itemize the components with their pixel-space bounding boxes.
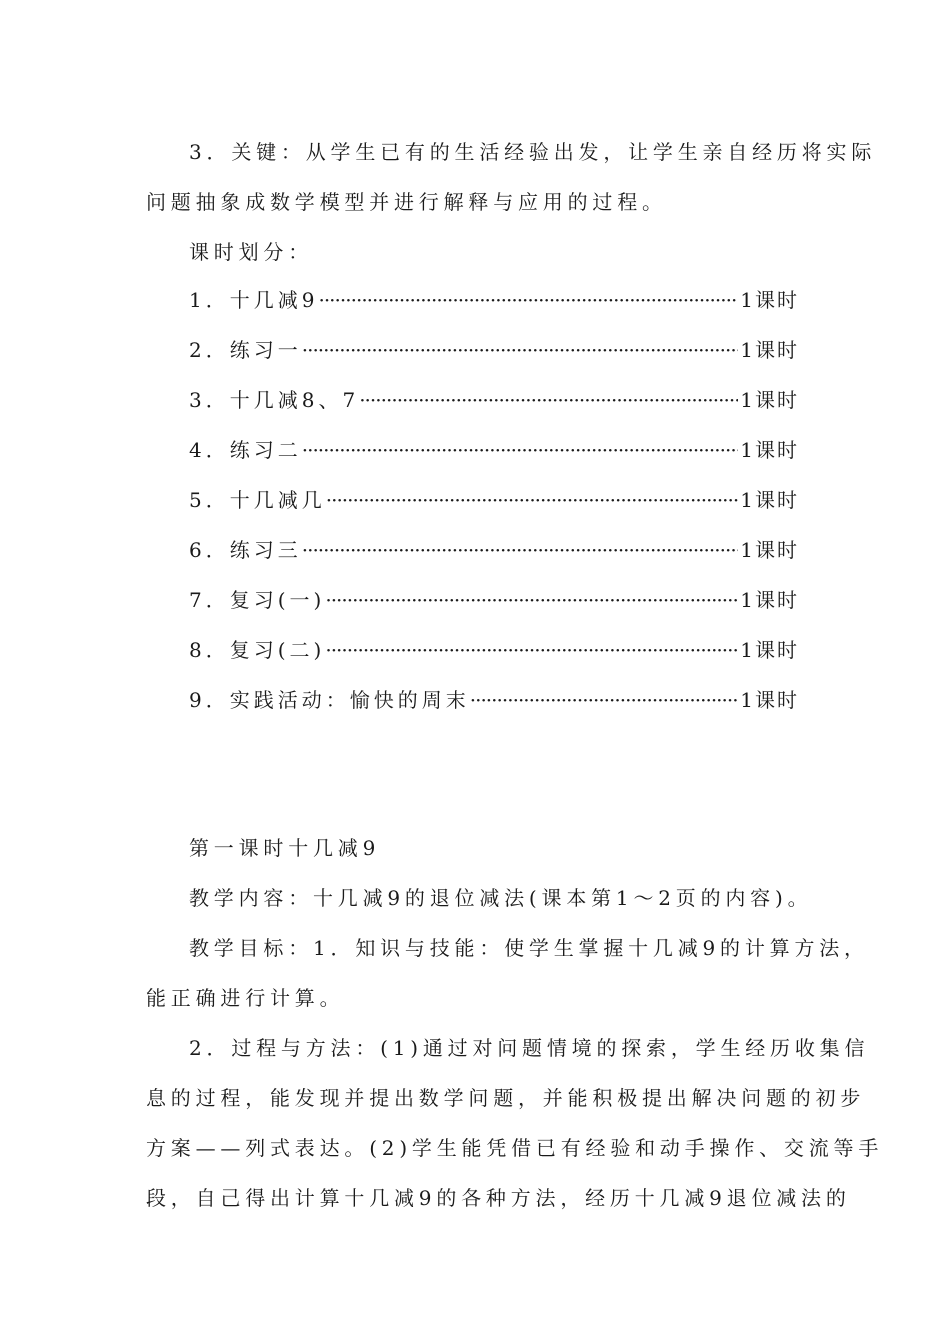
toc-entry bbox=[189, 685, 799, 715]
toc-leader-dots bbox=[302, 335, 739, 365]
toc-duration: 1课时 bbox=[740, 588, 799, 612]
toc-number: 2． bbox=[189, 338, 230, 362]
lesson-goal-line-2: 能正确进行计算。 bbox=[146, 986, 345, 1010]
toc-leader-dots bbox=[326, 485, 739, 515]
toc-entry bbox=[189, 435, 799, 465]
toc-title: 练习二 bbox=[229, 438, 302, 462]
toc-title: 十几减几 bbox=[229, 488, 326, 512]
toc-title: 实践活动：愉快的周末 bbox=[229, 688, 470, 712]
toc-leader-dots bbox=[318, 285, 738, 315]
toc-leader-dots bbox=[302, 535, 739, 565]
key-point-line-2: 问题抽象成数学模型并进行解释与应用的过程。 bbox=[146, 190, 667, 214]
toc-entry bbox=[189, 535, 799, 565]
lesson-heading: 第一课时十几减9 bbox=[189, 836, 381, 860]
toc-title: 十几减8、7 bbox=[229, 388, 360, 412]
toc-number: 3． bbox=[189, 388, 230, 412]
schedule-heading: 课时划分： bbox=[189, 240, 313, 264]
toc-title: 练习一 bbox=[229, 338, 302, 362]
lesson-process-line-2: 息的过程，能发现并提出数学问题，并能积极提出解决问题的初步 bbox=[146, 1086, 866, 1110]
toc-title: 复习(二) bbox=[229, 638, 326, 662]
toc-leader-dots bbox=[470, 685, 739, 715]
toc-number: 5． bbox=[189, 488, 230, 512]
toc-number: 1． bbox=[189, 288, 230, 312]
toc-title: 复习(一) bbox=[229, 588, 326, 612]
toc-duration: 1课时 bbox=[740, 388, 799, 412]
toc-title: 十几减9 bbox=[229, 288, 319, 312]
toc-duration: 1课时 bbox=[740, 638, 799, 662]
toc-number: 4． bbox=[189, 438, 230, 462]
lesson-process-line-1: 2．过程与方法：(1)通过对问题情境的探索，学生经历收集信 bbox=[189, 1036, 870, 1060]
lesson-process-line-4: 段，自己得出计算十几减9的各种方法，经历十几减9退位减法的 bbox=[146, 1186, 851, 1210]
toc-duration: 1课时 bbox=[740, 438, 799, 462]
lesson-content: 教学内容：十几减9的退位减法(课本第1～2页的内容)。 bbox=[189, 886, 813, 910]
toc-title: 练习三 bbox=[229, 538, 302, 562]
toc-number: 7． bbox=[189, 588, 230, 612]
toc-entry bbox=[189, 385, 799, 415]
toc-number: 8． bbox=[189, 638, 230, 662]
toc-entry bbox=[189, 485, 799, 515]
toc-duration: 1课时 bbox=[740, 288, 799, 312]
toc-duration: 1课时 bbox=[740, 488, 799, 512]
toc-leader-dots bbox=[325, 585, 738, 615]
toc-duration: 1课时 bbox=[740, 538, 799, 562]
toc-duration: 1课时 bbox=[740, 338, 799, 362]
toc-number: 9． bbox=[189, 688, 230, 712]
toc-entry bbox=[189, 635, 799, 665]
toc-duration: 1课时 bbox=[740, 688, 799, 712]
toc-entry bbox=[189, 585, 799, 615]
toc-leader-dots bbox=[325, 635, 738, 665]
toc-entry bbox=[189, 285, 799, 315]
toc-number: 6． bbox=[189, 538, 230, 562]
toc-leader-dots bbox=[302, 435, 739, 465]
lesson-goal-line-1: 教学目标：1．知识与技能：使学生掌握十几减9的计算方法， bbox=[189, 936, 869, 960]
toc-entry bbox=[189, 335, 799, 365]
key-point-line-1: 3．关键：从学生已有的生活经验出发，让学生亲自经历将实际 bbox=[189, 140, 877, 164]
lesson-process-line-3: 方案——列式表达。(2)学生能凭借已有经验和动手操作、交流等手 bbox=[146, 1136, 884, 1160]
toc-leader-dots bbox=[359, 385, 738, 415]
